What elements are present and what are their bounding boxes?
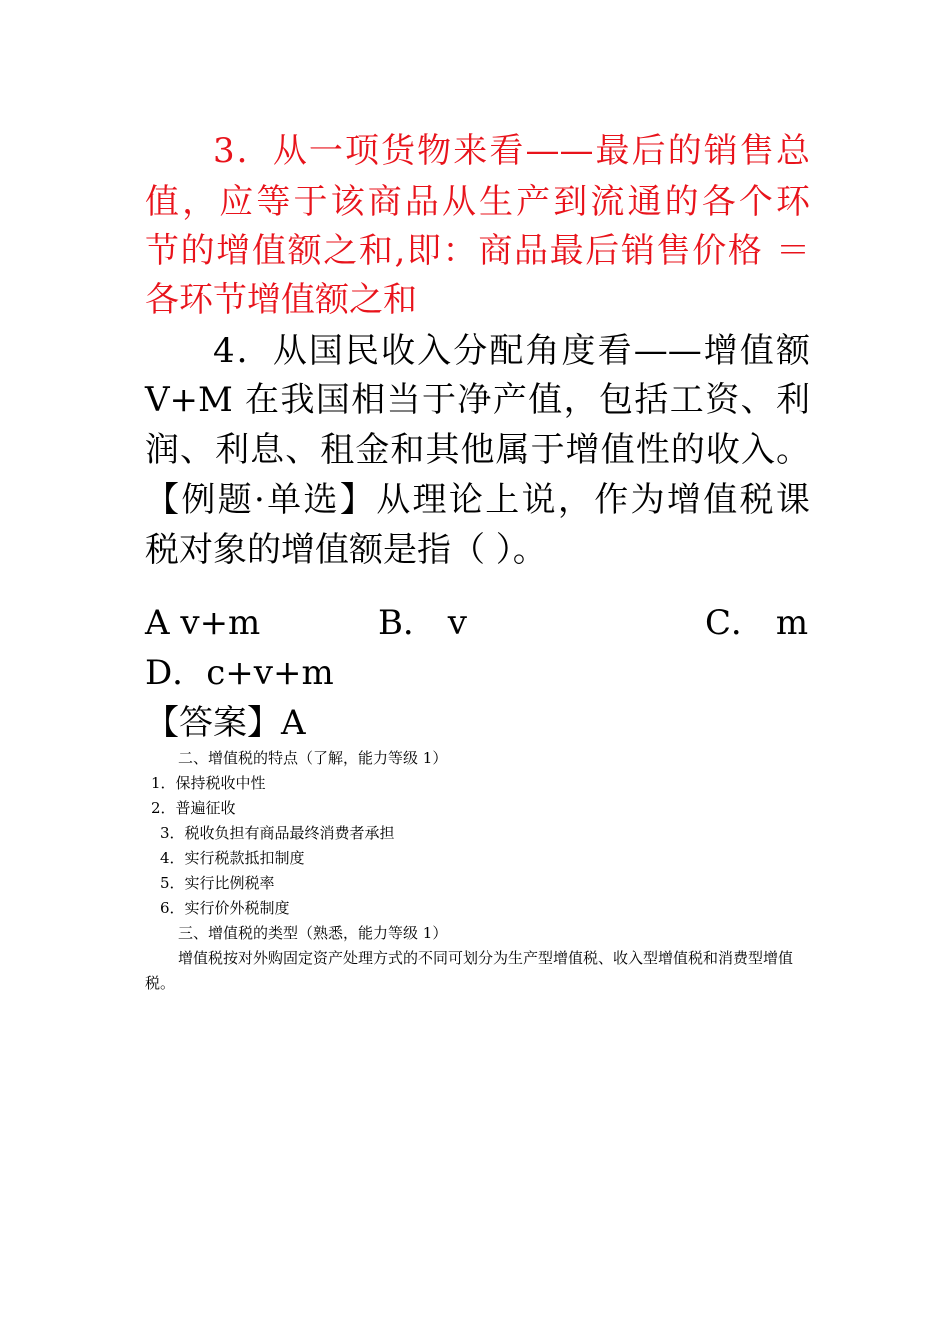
section4-line2: V+M 在我国相当于净产值，包括工资、利	[145, 380, 810, 420]
section3-line4: 各环节增值额之和	[145, 280, 417, 320]
option-b: B． v	[378, 603, 468, 643]
example-question-line2: 税对象的增值额是指（ ）。	[145, 530, 547, 570]
feature-item-2: 2．普遍征收	[151, 799, 236, 817]
feature-item-5: 5．实行比例税率	[160, 874, 275, 892]
types-heading: 三、增值税的类型（熟悉，能力等级 1）	[178, 924, 448, 942]
feature-item-3: 3．税收负担有商品最终消费者承担	[160, 824, 395, 842]
feature-item-1: 1．保持税收中性	[151, 774, 266, 792]
example-question-line1: 【例题·单选】从理论上说，作为增值税课	[145, 480, 810, 520]
option-c: C． m	[705, 603, 809, 643]
feature-item-4: 4．实行税款抵扣制度	[160, 849, 305, 867]
answer-line: 【答案】A	[145, 703, 306, 743]
section3-line2: 值，应等于该商品从生产到流通的各个环	[145, 182, 810, 222]
types-paragraph: 增值税按对外购固定资产处理方式的不同可划分为生产型增值税、收入型增值税和消费型增值税。	[145, 949, 794, 992]
section4-line3: 润、利息、租金和其他属于增值性的收入。	[145, 430, 810, 470]
section4-line1: 4．从国民收入分配角度看——增值额	[213, 331, 810, 371]
section3-line1: 3．从一项货物来看——最后的销售总	[213, 131, 810, 171]
section3-line3: 节的增值额之和,即：商品最后销售价格 ＝	[145, 231, 810, 271]
feature-item-6: 6．实行价外税制度	[160, 899, 290, 917]
option-a: A v+m	[145, 603, 261, 643]
option-d: D．c+v+m	[145, 653, 334, 693]
features-heading: 二、增值税的特点（了解，能力等级 1）	[178, 749, 448, 767]
